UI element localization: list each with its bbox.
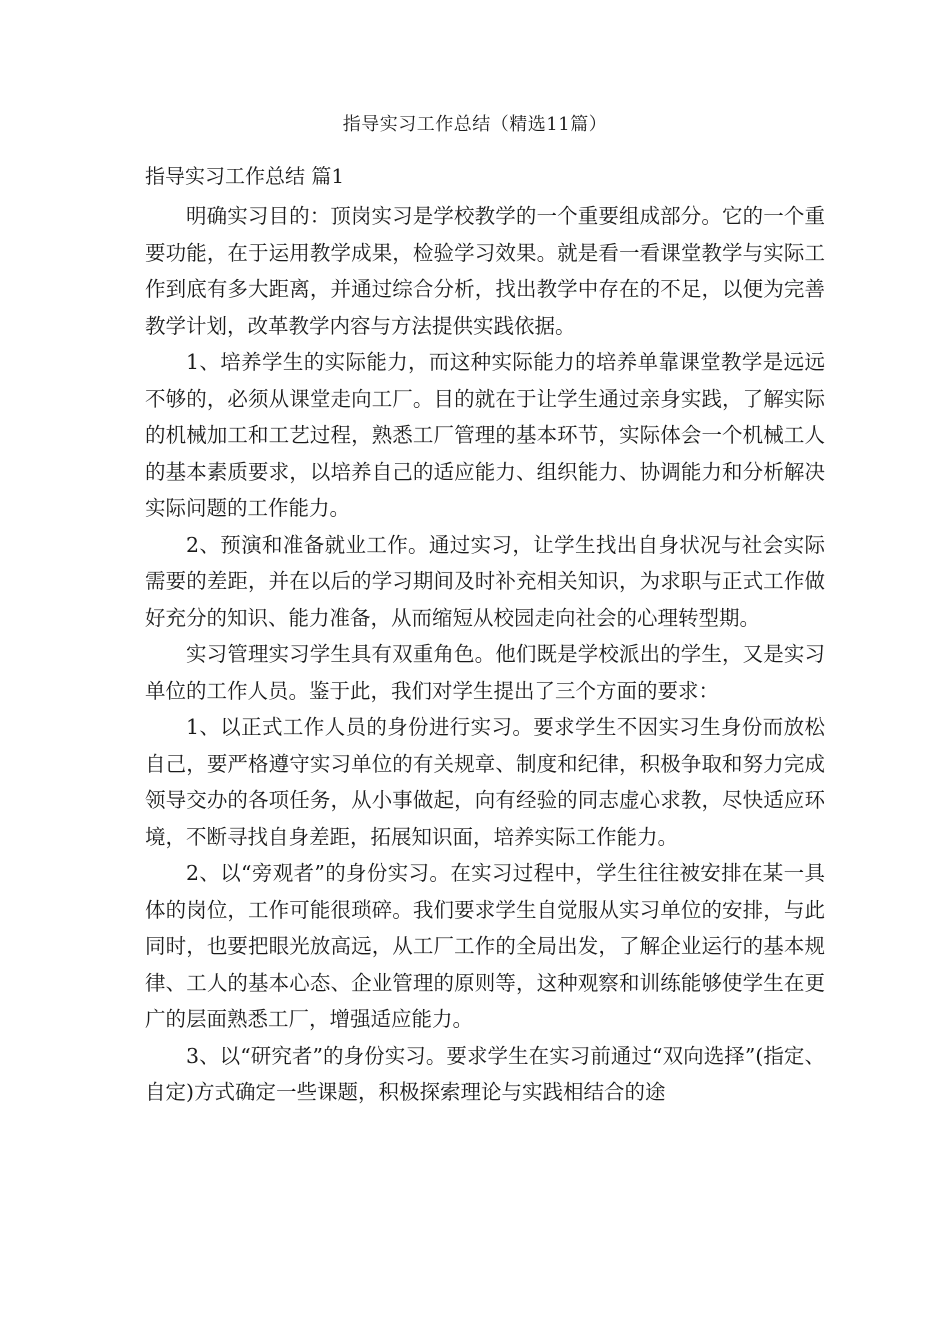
paragraph-employment: 2、预演和准备就业工作。通过实习，让学生找出自身状况与社会实际需要的差距，并在以后的学习期间及时补充相关知识，为求职与正式工作做好充分的知识、能力准备，从而缩短从校园走向社会的心理转型期。 [145, 532, 825, 630]
document-body [145, 158, 825, 1111]
paragraph-researcher-identity: 3、以“研究者”的身份实习。要求学生在实习前通过“双向选择”(指定、自定)方式确定一些课题，积极探索理论与实践相结合的途 [145, 1043, 825, 1104]
paragraph-management: 实习管理实习学生具有双重角色。他们既是学校派出的学生，又是实习单位的工作人员。鉴于此，我们对学生提出了三个方面的要求： [145, 642, 825, 703]
paragraph-staff-identity: 1、以正式工作人员的身份进行实习。要求学生不因实习生身份而放松自己，要严格遵守实习单位的有关规章、制度和纪律，积极争取和努力完成领导交办的各项任务，从小事做起，向有经验的同志虚心求教，尽快适应环境，不断寻找自身差距，拓展知识面，培养实际工作能力。 [145, 715, 825, 849]
section-heading: 指导实习工作总结 篇1 [145, 164, 345, 188]
paragraph-ability: 1、培养学生的实际能力，而这种实际能力的培养单靠课堂教学是远远不够的，必须从课堂走向工厂。目的就在于让学生通过亲身实践，了解实际的机械加工和工艺过程，熟悉工厂管理的基本环节，实际体会一个机械工人的基本素质要求，以培养自己的适应能力、组织能力、协调能力和分析解决实际问题的工作能力。 [145, 350, 825, 520]
paragraph-observer-identity: 2、以“旁观者”的身份实习。在实习过程中，学生往往被安排在某一具体的岗位，工作可能很琐碎。我们要求学生自觉服从实习单位的安排，与此同时，也要把眼光放高远，从工厂工作的全局出发，了解企业运行的基本规律、工人的基本心态、企业管理的原则等，这种观察和训练能够使学生在更广的层面熟悉工厂，增强适应能力。 [145, 861, 825, 1031]
document-title: 指导实习工作总结（精选11篇） [342, 114, 608, 135]
paragraph-purpose: 明确实习目的：顶岗实习是学校教学的一个重要组成部分。它的一个重要功能，在于运用教学成果，检验学习效果。就是看一看课堂教学与实际工作到底有多大距离，并通过综合分析，找出教学中存在的不足，以便为完善教学计划，改革教学内容与方法提供实践依据。 [145, 204, 825, 338]
